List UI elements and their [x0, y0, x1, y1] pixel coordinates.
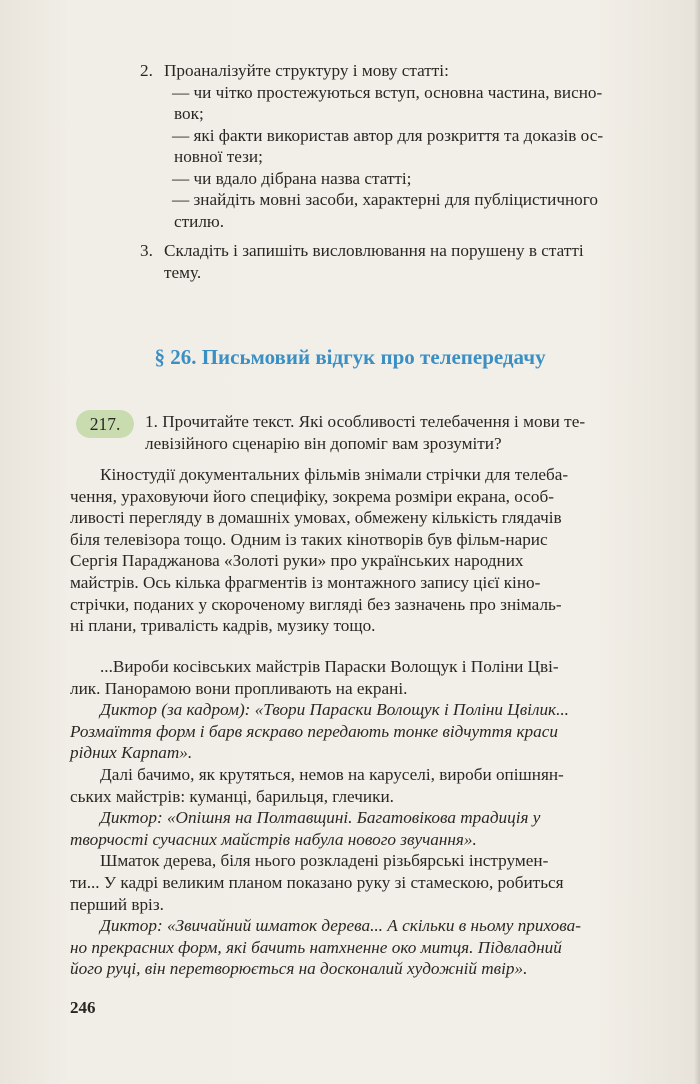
text-line: Сергія Параджанова «Золоті руки» про українських народних: [70, 551, 524, 571]
script-line: перший вріз.: [70, 894, 164, 914]
task-bullet: — чи чітко простежуються вступ, основна частина, висно-: [172, 82, 603, 102]
text-line: стрічки, поданих у скороченому вигляді без зазначень про знімаль-: [70, 594, 562, 614]
task-item-2: [140, 60, 640, 232]
narrator-line: Диктор: «Опішня на Полтавщині. Багатовікова традиція у: [100, 808, 541, 828]
task-number: 3.: [140, 241, 153, 260]
script-line: ти... У кадрі великим планом показано руку зі стамескою, робиться: [70, 872, 564, 892]
page-number: 246: [70, 998, 96, 1017]
exercise-task-line: левізійного сценарію він допоміг вам зрозуміти?: [145, 433, 502, 453]
narrator-line: творчості сучасних майстрів набула нового звучання».: [70, 829, 477, 849]
text-line: чення, ураховуючи його специфіку, зокрема розміри екрана, особ-: [70, 486, 554, 506]
task-line: тему.: [164, 262, 202, 282]
task-line: Складіть і запишіть висловлювання на порушену в статті: [164, 241, 584, 260]
script-fragment: [70, 656, 640, 980]
task-bullet: — які факти використав автор для розкриття та доказів ос-: [172, 125, 604, 145]
narrator-line: Розмаїття форм і барв яскраво передають тонке відчуття краси: [70, 721, 558, 741]
exercise-number-badge: 217.: [76, 410, 134, 438]
text-line: біля телевізора тощо. Одним із таких кінотворів був фільм-нарис: [70, 529, 548, 549]
task-bullet-cont: новної тези;: [174, 147, 263, 166]
page-spine-shadow: [694, 0, 700, 1084]
narrator-line: Диктор (за кадром): «Твори Параски Волощук і Поліни Цвілик...: [100, 700, 569, 720]
script-line: лик. Панорамою вони пропливають на екрані.: [70, 678, 408, 698]
task-item-3: [140, 240, 640, 283]
task-line: Проаналізуйте структуру і мову статті:: [164, 61, 449, 80]
narrator-line: но прекрасних форм, які бачить натхненне око митця. Підвладний: [70, 937, 562, 957]
intro-paragraph: [70, 464, 640, 637]
script-line: Далі бачимо, як крутяться, немов на каруселі, вироби опішнян-: [100, 764, 564, 784]
exercise-task-line: 1. Прочитайте текст. Які особливості телебачення і мови те-: [145, 412, 586, 431]
task-bullet: — знайдіть мовні засоби, характерні для публіцистичного: [172, 190, 598, 209]
section-title: § 26. Письмовий відгук про телепередачу: [154, 345, 546, 369]
task-bullet: — чи вдало дібрана назва статті;: [172, 168, 412, 188]
text-line: ні плани, тривалість кадрів, музику тощо.: [70, 616, 376, 636]
exercise-task: [145, 411, 640, 454]
task-bullet-cont: вок;: [174, 104, 204, 123]
task-number: 2.: [140, 61, 153, 80]
script-line: ських майстрів: куманці, барильця, глечики.: [70, 786, 394, 806]
text-line: ливості перегляду в домашніх умовах, обмежену кількість глядачів: [70, 508, 562, 528]
task-bullet-cont: стилю.: [174, 211, 225, 231]
narrator-line: Диктор: «Звичайний шматок дерева... А скільки в ньому прихова-: [100, 916, 581, 936]
text-line: Кіностудії документальних фільмів знімали стрічки для телеба-: [100, 465, 569, 484]
text-line: майстрів. Ось кілька фрагментів із монтажного запису цієї кіно-: [70, 572, 541, 592]
narrator-line: його руці, він перетворюється на досконалий художній твір».: [70, 959, 528, 979]
script-line: ...Вироби косівських майстрів Параски Волощук і Поліни Цві-: [100, 657, 559, 676]
script-line: Шматок дерева, біля нього розкладені різьбярські інструмен-: [100, 851, 549, 871]
task-list: [140, 60, 640, 291]
narrator-line: рідних Карпат».: [70, 743, 193, 763]
